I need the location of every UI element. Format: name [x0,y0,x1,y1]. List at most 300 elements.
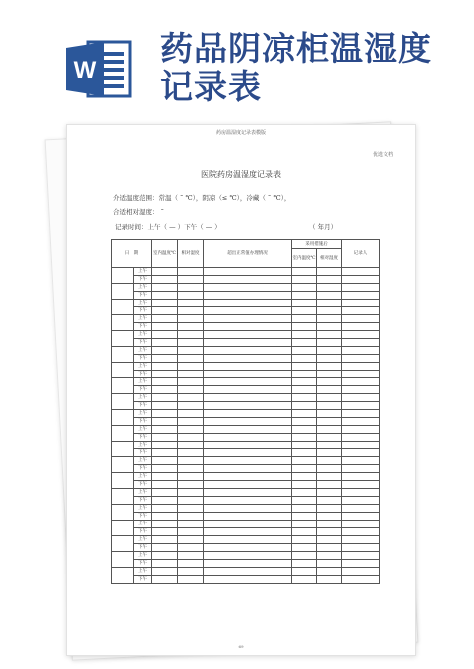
date-cell[interactable] [112,488,134,504]
entry-cell[interactable] [292,346,317,354]
entry-cell[interactable] [317,473,342,481]
entry-cell[interactable] [317,457,342,465]
entry-cell[interactable] [178,441,204,449]
entry-cell[interactable] [178,417,204,425]
entry-cell[interactable] [152,559,178,567]
date-cell[interactable] [112,457,134,473]
entry-cell[interactable] [317,370,342,378]
entry-cell[interactable] [178,575,204,583]
entry-cell[interactable] [204,559,292,567]
entry-cell[interactable] [204,544,292,552]
date-cell[interactable] [112,504,134,520]
period-am-label: 上午 [134,457,152,465]
entry-cell[interactable] [317,488,342,496]
period-am-label: 上午 [134,378,152,386]
entry-cell[interactable] [342,544,380,552]
entry-cell[interactable] [204,346,292,354]
table-row [112,370,380,378]
entry-cell[interactable] [317,283,342,291]
entry-cell[interactable] [152,315,178,323]
entry-cell[interactable] [342,417,380,425]
entry-cell[interactable] [204,488,292,496]
entry-cell[interactable] [292,354,317,362]
entry-cell[interactable] [292,370,317,378]
entry-cell[interactable] [342,370,380,378]
entry-cell[interactable] [178,544,204,552]
date-cell[interactable] [112,473,134,489]
date-cell[interactable] [112,441,134,457]
entry-cell[interactable] [317,386,342,394]
entry-cell[interactable] [204,268,292,276]
entry-cell[interactable] [292,481,317,489]
entry-cell[interactable] [292,559,317,567]
entry-cell[interactable] [342,433,380,441]
period-am-label: 上午 [134,410,152,418]
table-row [112,410,380,418]
entry-cell[interactable] [342,425,380,433]
entry-cell[interactable] [152,331,178,339]
entry-cell[interactable] [152,410,178,418]
entry-cell[interactable] [292,567,317,575]
entry-cell[interactable] [342,283,380,291]
period-am-label: 上午 [134,441,152,449]
table-row [112,339,380,347]
entry-cell[interactable] [152,544,178,552]
entry-cell[interactable] [317,528,342,536]
entry-cell[interactable] [152,504,178,512]
entry-cell[interactable] [317,552,342,560]
entry-cell[interactable] [342,315,380,323]
entry-cell[interactable] [342,481,380,489]
entry-cell[interactable] [292,441,317,449]
entry-cell[interactable] [292,457,317,465]
period-am-label: 上午 [134,504,152,512]
entry-cell[interactable] [178,425,204,433]
entry-cell[interactable] [178,268,204,276]
entry-cell[interactable] [204,307,292,315]
entry-cell[interactable] [342,536,380,544]
entry-cell[interactable] [152,386,178,394]
entry-cell[interactable] [342,496,380,504]
entry-cell[interactable] [178,354,204,362]
entry-cell[interactable] [204,339,292,347]
header-after-temp: 室内温度℃ [292,249,317,268]
entry-cell[interactable] [178,275,204,283]
entry-cell[interactable] [152,457,178,465]
entry-cell[interactable] [292,544,317,552]
entry-cell[interactable] [178,559,204,567]
entry-cell[interactable] [317,339,342,347]
entry-cell[interactable] [342,520,380,528]
entry-cell[interactable] [204,481,292,489]
entry-cell[interactable] [152,465,178,473]
entry-cell[interactable] [152,283,178,291]
entry-cell[interactable] [317,362,342,370]
entry-cell[interactable] [292,504,317,512]
date-cell[interactable] [112,315,134,331]
entry-cell[interactable] [178,512,204,520]
date-cell[interactable] [112,268,134,284]
entry-cell[interactable] [178,504,204,512]
entry-cell[interactable] [342,512,380,520]
entry-cell[interactable] [317,315,342,323]
entry-cell[interactable] [204,362,292,370]
entry-cell[interactable] [342,331,380,339]
date-cell[interactable] [112,536,134,552]
entry-cell[interactable] [178,465,204,473]
date-cell[interactable] [112,378,134,394]
entry-cell[interactable] [204,417,292,425]
entry-cell[interactable] [204,291,292,299]
entry-cell[interactable] [204,457,292,465]
entry-cell[interactable] [342,394,380,402]
entry-cell[interactable] [152,481,178,489]
entry-cell[interactable] [292,512,317,520]
table-row [112,394,380,402]
entry-cell[interactable] [292,488,317,496]
entry-cell[interactable] [292,496,317,504]
table-body [112,268,380,584]
entry-cell[interactable] [178,299,204,307]
entry-cell[interactable] [317,268,342,276]
entry-cell[interactable] [152,425,178,433]
entry-cell[interactable] [292,536,317,544]
entry-cell[interactable] [204,528,292,536]
table-row [112,457,380,465]
entry-cell[interactable] [317,536,342,544]
header-after-measures: 采用措施后 [292,240,342,249]
entry-cell[interactable] [317,307,342,315]
date-cell[interactable] [112,362,134,378]
year-month-label: （ 年月） [309,223,338,231]
entry-cell[interactable] [152,512,178,520]
entry-cell[interactable] [152,575,178,583]
entry-cell[interactable] [152,520,178,528]
entry-cell[interactable] [292,339,317,347]
entry-cell[interactable] [292,394,317,402]
header-recorder: 记录人 [342,240,380,268]
entry-cell[interactable] [342,552,380,560]
entry-cell[interactable] [178,315,204,323]
entry-cell[interactable] [317,425,342,433]
entry-cell[interactable] [152,402,178,410]
table-row [112,449,380,457]
entry-cell[interactable] [317,481,342,489]
entry-cell[interactable] [342,291,380,299]
entry-cell[interactable] [342,346,380,354]
entry-cell[interactable] [292,275,317,283]
entry-cell[interactable] [317,544,342,552]
date-cell[interactable] [112,283,134,299]
date-cell[interactable] [112,567,134,583]
entry-cell[interactable] [178,536,204,544]
table-row [112,488,380,496]
entry-cell[interactable] [317,441,342,449]
entry-cell[interactable] [204,378,292,386]
entry-cell[interactable] [204,504,292,512]
entry-cell[interactable] [342,559,380,567]
entry-cell[interactable] [178,567,204,575]
entry-cell[interactable] [204,370,292,378]
entry-cell[interactable] [152,268,178,276]
entry-cell[interactable] [204,402,292,410]
entry-cell[interactable] [292,473,317,481]
entry-cell[interactable] [178,323,204,331]
period-am-label: 上午 [134,552,152,560]
entry-cell[interactable] [292,465,317,473]
entry-cell[interactable] [292,433,317,441]
entry-cell[interactable] [178,520,204,528]
entry-cell[interactable] [178,496,204,504]
temperature-humidity-table [111,239,380,584]
entry-cell[interactable] [204,386,292,394]
entry-cell[interactable] [342,339,380,347]
entry-cell[interactable] [152,339,178,347]
title-line-1: 药品阴凉柜温湿度 [160,29,432,68]
entry-cell[interactable] [204,536,292,544]
entry-cell[interactable] [152,370,178,378]
entry-cell[interactable] [204,331,292,339]
entry-cell[interactable] [152,528,178,536]
entry-cell[interactable] [204,473,292,481]
entry-cell[interactable] [204,512,292,520]
entry-cell[interactable] [152,417,178,425]
table-row [112,473,380,481]
entry-cell[interactable] [342,528,380,536]
entry-cell[interactable] [292,520,317,528]
entry-cell[interactable] [342,567,380,575]
entry-cell[interactable] [152,378,178,386]
entry-cell[interactable] [317,496,342,504]
entry-cell[interactable] [342,307,380,315]
entry-cell[interactable] [292,315,317,323]
entry-cell[interactable] [342,275,380,283]
entry-cell[interactable] [152,441,178,449]
entry-cell[interactable] [317,291,342,299]
entry-cell[interactable] [204,441,292,449]
entry-cell[interactable] [342,323,380,331]
entry-cell[interactable] [152,307,178,315]
entry-cell[interactable] [178,449,204,457]
entry-cell[interactable] [292,402,317,410]
entry-cell[interactable] [317,465,342,473]
entry-cell[interactable] [152,323,178,331]
header-indoor-temp: 室内温度℃ [152,240,178,268]
date-cell[interactable] [112,346,134,362]
entry-cell[interactable] [204,354,292,362]
entry-cell[interactable] [342,354,380,362]
date-cell[interactable] [112,394,134,410]
entry-cell[interactable] [292,307,317,315]
entry-cell[interactable] [317,354,342,362]
entry-cell[interactable] [292,299,317,307]
entry-cell[interactable] [204,323,292,331]
entry-cell[interactable] [178,481,204,489]
date-cell[interactable] [112,520,134,536]
entry-cell[interactable] [204,465,292,473]
entry-cell[interactable] [152,291,178,299]
entry-cell[interactable] [317,575,342,583]
entry-cell[interactable] [317,433,342,441]
period-am-label: 上午 [134,362,152,370]
entry-cell[interactable] [292,575,317,583]
table-row [112,481,380,489]
entry-cell[interactable] [152,299,178,307]
entry-cell[interactable] [178,394,204,402]
entry-cell[interactable] [342,488,380,496]
entry-cell[interactable] [342,575,380,583]
entry-cell[interactable] [342,449,380,457]
date-cell[interactable] [112,299,134,315]
entry-cell[interactable] [178,402,204,410]
entry-cell[interactable] [292,268,317,276]
entry-cell[interactable] [178,283,204,291]
entry-cell[interactable] [152,473,178,481]
table-row [112,323,380,331]
entry-cell[interactable] [178,552,204,560]
period-am-label: 上午 [134,268,152,276]
entry-cell[interactable] [317,275,342,283]
entry-cell[interactable] [178,346,204,354]
entry-cell[interactable] [342,410,380,418]
header-handling: 超出正常值办理情况 [204,240,292,268]
record-time-line: 记录时间：上午（ — ）下午（ — ） [115,223,221,231]
entry-cell[interactable] [178,410,204,418]
table-row [112,465,380,473]
entry-cell[interactable] [342,457,380,465]
table-row [112,307,380,315]
entry-cell[interactable] [178,307,204,315]
entry-cell[interactable] [178,386,204,394]
entry-cell[interactable] [292,378,317,386]
entry-cell[interactable] [204,449,292,457]
entry-cell[interactable] [152,552,178,560]
entry-cell[interactable] [292,417,317,425]
entry-cell[interactable] [292,331,317,339]
entry-cell[interactable] [317,299,342,307]
entry-cell[interactable] [317,449,342,457]
entry-cell[interactable] [317,402,342,410]
entry-cell[interactable] [317,512,342,520]
entry-cell[interactable] [204,433,292,441]
entry-cell[interactable] [292,283,317,291]
period-pm-label: 下午 [134,512,152,520]
entry-cell[interactable] [317,346,342,354]
entry-cell[interactable] [342,362,380,370]
date-cell[interactable] [112,331,134,347]
entry-cell[interactable] [178,362,204,370]
entry-cell[interactable] [152,567,178,575]
date-cell[interactable] [112,552,134,568]
entry-cell[interactable] [152,354,178,362]
entry-cell[interactable] [204,496,292,504]
entry-cell[interactable] [317,567,342,575]
entry-cell[interactable] [342,473,380,481]
entry-cell[interactable] [178,331,204,339]
period-pm-label: 下午 [134,481,152,489]
period-am-label: 上午 [134,299,152,307]
entry-cell[interactable] [178,339,204,347]
entry-cell[interactable] [317,410,342,418]
entry-cell[interactable] [204,425,292,433]
entry-cell[interactable] [178,473,204,481]
period-pm-label: 下午 [134,307,152,315]
entry-cell[interactable] [292,449,317,457]
entry-cell[interactable] [152,362,178,370]
table-row [112,567,380,575]
entry-cell[interactable] [317,417,342,425]
entry-cell[interactable] [342,441,380,449]
entry-cell[interactable] [292,425,317,433]
entry-cell[interactable] [292,386,317,394]
entry-cell[interactable] [317,520,342,528]
entry-cell[interactable] [178,457,204,465]
entry-cell[interactable] [292,291,317,299]
entry-cell[interactable] [152,346,178,354]
entry-cell[interactable] [204,275,292,283]
entry-cell[interactable] [292,552,317,560]
entry-cell[interactable] [342,386,380,394]
entry-cell[interactable] [342,378,380,386]
entry-cell[interactable] [204,410,292,418]
entry-cell[interactable] [292,410,317,418]
entry-cell[interactable] [204,575,292,583]
entry-cell[interactable] [178,528,204,536]
entry-cell[interactable] [152,536,178,544]
entry-cell[interactable] [317,504,342,512]
entry-cell[interactable] [317,323,342,331]
entry-cell[interactable] [342,299,380,307]
date-cell[interactable] [112,410,134,426]
entry-cell[interactable] [152,433,178,441]
entry-cell[interactable] [152,275,178,283]
entry-cell[interactable] [178,488,204,496]
entry-cell[interactable] [292,528,317,536]
entry-cell[interactable] [204,315,292,323]
date-cell[interactable] [112,425,134,441]
period-pm-label: 下午 [134,433,152,441]
entry-cell[interactable] [152,496,178,504]
table-row [112,544,380,552]
entry-cell[interactable] [204,567,292,575]
entry-cell[interactable] [342,465,380,473]
entry-cell[interactable] [204,520,292,528]
entry-cell[interactable] [152,488,178,496]
entry-cell[interactable] [178,370,204,378]
entry-cell[interactable] [342,504,380,512]
entry-cell[interactable] [292,362,317,370]
entry-cell[interactable] [152,449,178,457]
entry-cell[interactable] [317,378,342,386]
entry-cell[interactable] [342,268,380,276]
table-row [112,512,380,520]
entry-cell[interactable] [178,433,204,441]
entry-cell[interactable] [342,402,380,410]
entry-cell[interactable] [317,394,342,402]
word-document-icon [64,38,134,100]
entry-cell[interactable] [204,394,292,402]
entry-cell[interactable] [204,552,292,560]
entry-cell[interactable] [178,291,204,299]
entry-cell[interactable] [317,331,342,339]
entry-cell[interactable] [152,394,178,402]
entry-cell[interactable] [204,299,292,307]
table-row [112,354,380,362]
entry-cell[interactable] [317,559,342,567]
entry-cell[interactable] [204,283,292,291]
entry-cell[interactable] [178,378,204,386]
entry-cell[interactable] [292,323,317,331]
